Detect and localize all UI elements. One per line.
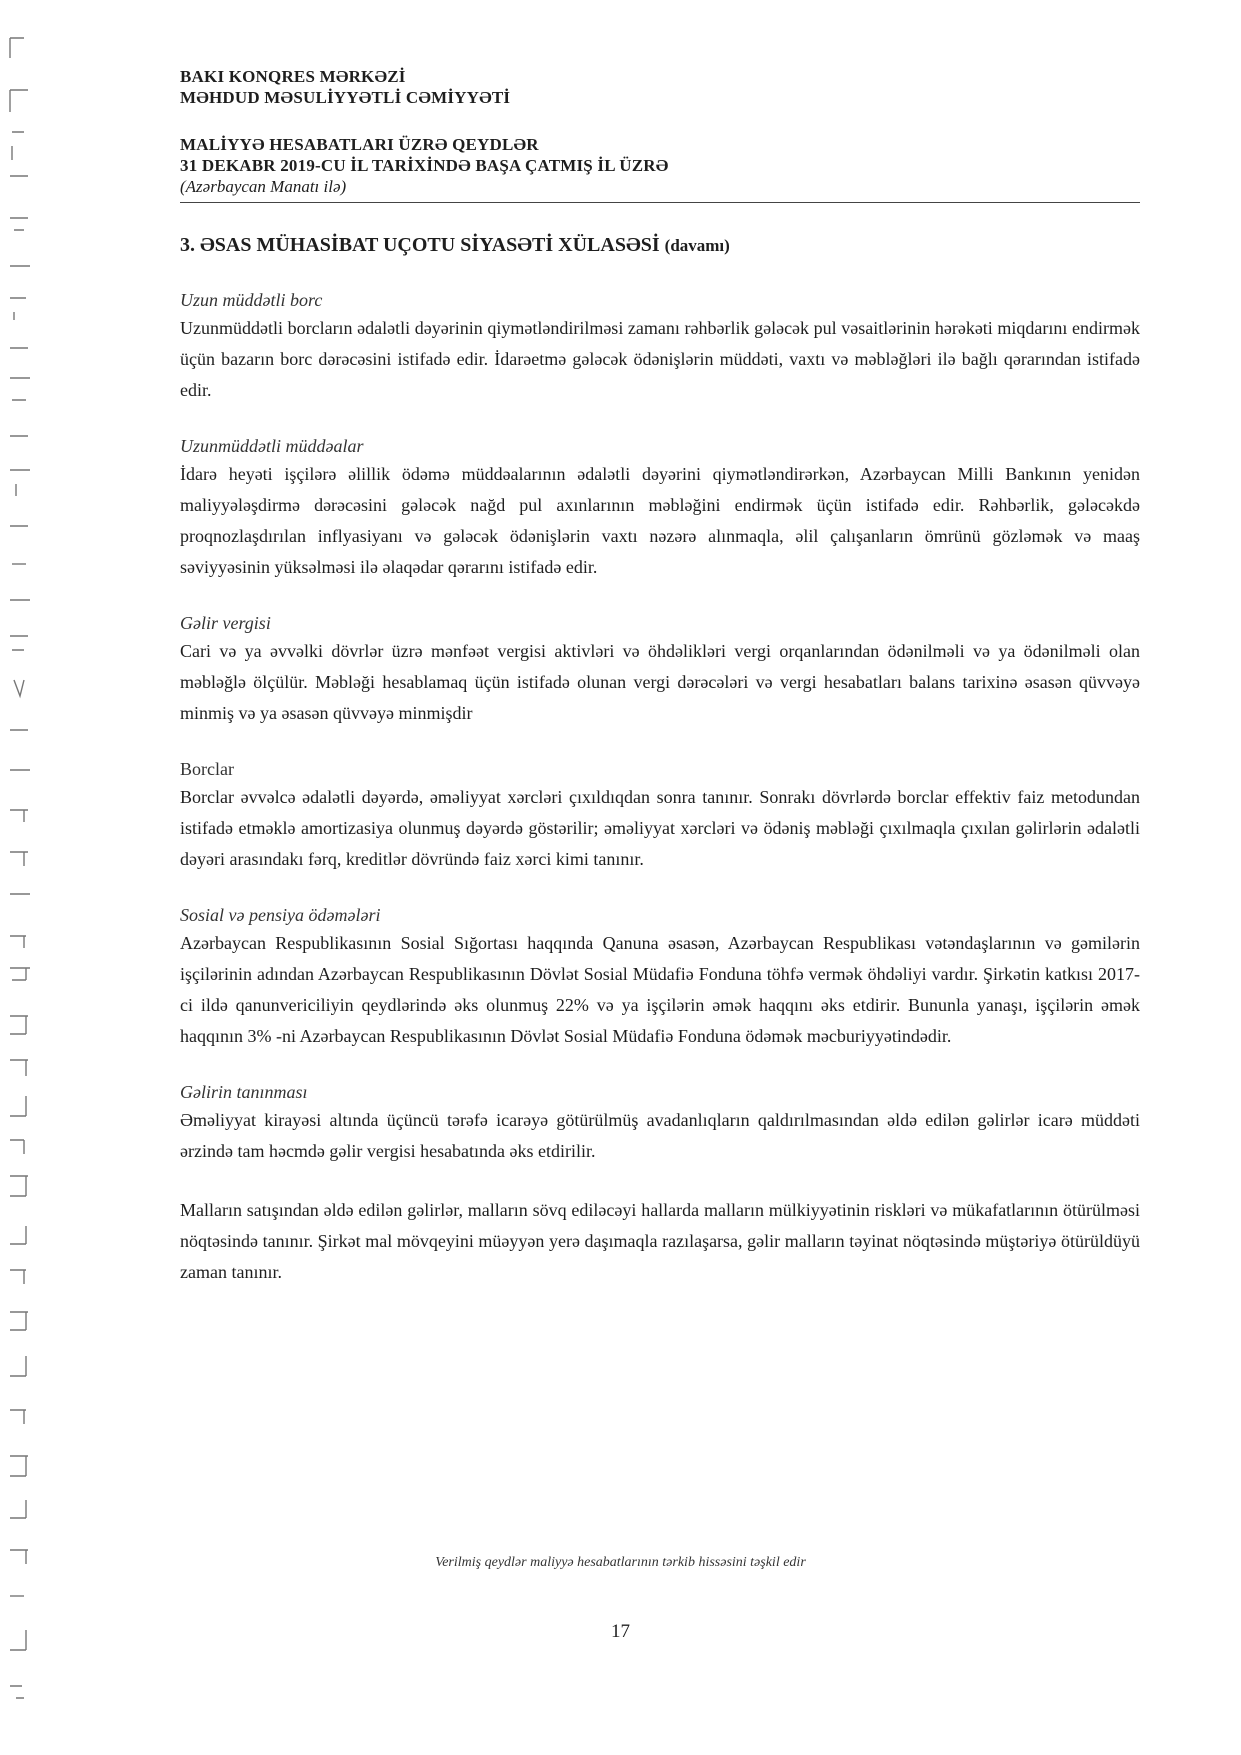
block-paragraph: Malların satışından əldə edilən gəlirlər, malların sövq ediləcəyi hallarda malların mülkiyyətinin riskləri və mükafatlarının ötürülməsi nöqtəsində tanınır. Şirkət mal mövqeyini müəyyən yerə daşımaqla razılaşarsa, gəlir malların təyinat nöqtəsində müştəriyə ötürüldüyü zaman tanınır.: [180, 1200, 1140, 1282]
section-continued: (davamı): [664, 236, 730, 255]
company-name-line2: MƏHDUD MƏSULİYYƏTLİ CƏMİYYƏTİ: [180, 88, 511, 107]
company-name-line1: BAKI KONQRES MƏRKƏZİ: [180, 67, 406, 86]
policy-block-sale-of-goods: [180, 1195, 1140, 1288]
policy-block-income-tax: [180, 611, 1140, 729]
currency-note: (Azərbaycan Manatı ilə): [180, 177, 347, 196]
header-divider: [180, 202, 1140, 203]
block-heading: Uzun müddətli borc: [180, 290, 323, 310]
policy-block-borrowings: [180, 757, 1140, 875]
block-heading: Gəlir vergisi: [180, 613, 271, 633]
block-paragraph: Cari və ya əvvəlki dövrlər üzrə mənfəət vergisi aktivləri və öhdəlikləri vergi orqanlarından ödənilməli və ya ödənilməli olan məbləğlə ölçülür. Məbləği hesablamaq üçün istifadə olunan vergi dərəcələri və vergi hesabatları balans tarixinə əsasən qüvvəyə minmiş və ya əsasən qüvvəyə minmişdir: [180, 641, 1140, 723]
block-paragraph: Əməliyyat kirayəsi altında üçüncü tərəfə icarəyə götürülmüş avadanlıqların qaldırılmasından əldə edilən gəlirlər icarə müddəti ərzində tam həcmdə gəlir vergisi hesabatında əks etdirilir.: [180, 1110, 1140, 1161]
block-heading: Borclar: [180, 759, 234, 779]
policy-block-revenue-recognition: [180, 1080, 1140, 1167]
section-title: [180, 233, 1140, 258]
block-paragraph: Borclar əvvəlcə ədalətli dəyərdə, əməliyyat xərcləri çıxıldıqdan sonra tanınır. Sonrakı dövrlərdə borclar effektiv faiz metodundan istifadə etməklə amortizasiya olunmuş dəyərdə göstərilir; əməliyyat xərcləri və ödəniş məbləği çıxılmaqla çıxılan gəlirlərin ədalətli dəyəri arasındakı fərq, kreditlər dövründə faiz xərci kimi tanınır.: [180, 787, 1140, 869]
footer-note: Verilmiş qeydlər maliyyə hesabatlarının tərkib hissəsini təşkil edir: [435, 1555, 806, 1570]
block-paragraph: İdarə heyəti işçilərə əlillik ödəmə müddəalarının ədalətli dəyərini qiymətləndirərkən, Azərbaycan Milli Bankının yenidən maliyyələşdirmə dərəcəsini gələcək nağd pul axınlarının məbləğini endirmək üçün istifadə edir. Rəhbərlik, gələcəkdə proqnozlaşdırılan inflyasiyanı və gələcək ödənişlərin vaxtı nəzərə alınmaqla, əlil çalışanların ömrünü gözləmək və maaş səviyyəsinin yüksəlməsi ilə əlaqədar qərarını istifadə edir.: [180, 464, 1140, 577]
block-heading: Sosial və pensiya ödəmələri: [180, 905, 381, 925]
policy-block-social-pension: [180, 903, 1140, 1052]
report-title: MALİYYƏ HESABATLARI ÜZRƏ QEYDLƏR: [180, 135, 539, 154]
policy-block-long-term-provisions: [180, 434, 1140, 583]
page-number: 17: [611, 1621, 630, 1642]
block-heading: Gəlirin tanınması: [180, 1082, 308, 1102]
report-period: 31 DEKABR 2019-CU İL TARİXİNDƏ BAŞA ÇATMIŞ İL ÜZRƏ: [180, 156, 669, 175]
binding-marks: [4, 30, 38, 1730]
section-title-text: 3. ƏSAS MÜHASİBAT UÇOTU SİYASƏTİ XÜLASƏSİ: [180, 234, 660, 256]
block-paragraph: Uzunmüddətli borcların ədalətli dəyərinin qiymətləndirilməsi zamanı rəhbərlik gələcək pul vəsaitlərinin hərəkəti miqdarını endirmək üçün bazarın borc dərəcəsini istifadə edir. İdarəetmə gələcək ödənişlərin müddəti, vaxtı və məbləğləri ilə bağlı qərarından istifadə edir.: [180, 318, 1140, 400]
document-page: [180, 66, 1140, 1288]
block-heading: Uzunmüddətli müddəalar: [180, 436, 364, 456]
policy-block-long-term-debt: [180, 288, 1140, 406]
block-paragraph: Azərbaycan Respublikasının Sosial Sığortası haqqında Qanuna əsasən, Azərbaycan Respublikası vətəndaşlarının və gəmilərin işçilərinin adından Azərbaycan Respublikasının Dövlət Sosial Müdafiə Fonduna töhfə vermək öhdəliyi vardır. Şirkətin katkısı 2017-ci ildə qanunvericiliyin qeydlərində əks olunmuş 22% və ya işçilərin əmək haqqını əks etdirir. Bununla yanaşı, işçilərin əmək haqqının 3% -ni Azərbaycan Respublikasının Dövlət Sosial Müdafiə Fonduna ödəmək məcburiyyətindədir.: [180, 933, 1140, 1046]
